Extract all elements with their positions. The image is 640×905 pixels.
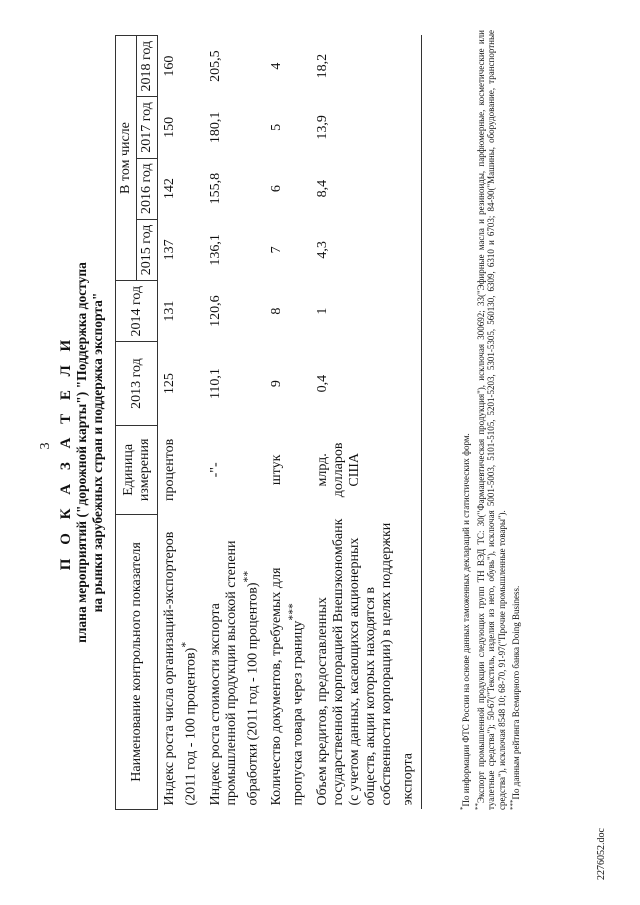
header-2014: 2014 год bbox=[116, 281, 158, 342]
value-2016: 155,8 bbox=[207, 172, 223, 205]
row-label: Объем кредитов, предоставленных государственной корпорацией Внешэкономбанк (с учетом данных, касающихся акционерных обществ, акции которых находятся в собственности корпорации) в целях поддержки экспорта bbox=[311, 514, 421, 809]
footnote-mark: * bbox=[179, 641, 192, 648]
table-row bbox=[311, 36, 421, 810]
footnote-2: **Экспорт промышленной продукции следующих групп ТН ВЭД ТС: 30("Фармацевтическая продукция"), исключая 300692; 33("Эфирные масла и резиноиды, парфюмерные, косметические или туалетные средства"); 50-67("Текстиль, изделия из него, обувь"), исключая 5001-5003, 5101-5105, 5201-5203, 5301-5305, 560130, 6309, 6310 и 6703; 84-90("Машины, оборудование, транспортные средства"), исключая 8548 10; 68-70, 91-97("Прочие промышленные товары"). bbox=[473, 30, 507, 810]
row-label: Количество документов, требуемых для пропуска товара через границу*** bbox=[269, 567, 306, 806]
header-indicator-name: Наименование контрольного показателя bbox=[116, 514, 158, 809]
value-2013: 110,1 bbox=[207, 368, 223, 400]
value-2016: 142 bbox=[162, 178, 177, 200]
value-2015: 4,3 bbox=[311, 219, 421, 280]
value-2014: 1 bbox=[311, 281, 421, 342]
value-2018: 4 bbox=[269, 62, 285, 70]
title-line-1: П О К А З А Т Е Л И bbox=[58, 334, 74, 571]
header-2017: 2017 год bbox=[137, 97, 158, 158]
value-2018: 18,2 bbox=[311, 36, 421, 97]
value-2017: 150 bbox=[162, 116, 177, 138]
value-2014: 131 bbox=[162, 300, 177, 322]
value-2015: 7 bbox=[269, 246, 285, 254]
value-2017: 5 bbox=[269, 123, 285, 131]
row-unit: штук bbox=[269, 454, 285, 486]
value-2014: 120,6 bbox=[207, 295, 223, 327]
value-2014: 8 bbox=[269, 307, 285, 315]
value-2013: 125 bbox=[162, 373, 177, 395]
footnotes bbox=[458, 30, 523, 810]
row-unit: процентов bbox=[162, 438, 177, 501]
footnote-3: ***По данным рейтинга Всемирного банка Doing Business. bbox=[509, 585, 521, 810]
header-2018: 2018 год bbox=[137, 36, 158, 97]
row-label: Индекс роста стоимости экспорта промышленной продукции высокой степени обработки (2011 год - 100 процентов)** bbox=[207, 540, 261, 806]
value-2018: 160 bbox=[162, 55, 177, 77]
document-title bbox=[58, 0, 106, 905]
header-2015: 2015 год bbox=[137, 219, 158, 280]
value-2015: 137 bbox=[162, 239, 177, 261]
value-2016: 6 bbox=[269, 185, 285, 193]
value-2018: 205,5 bbox=[207, 50, 223, 82]
value-2015: 136,1 bbox=[207, 234, 223, 266]
document-code: 2276052.doc bbox=[596, 828, 607, 880]
header-including: В том числе bbox=[116, 36, 137, 281]
page-number: 3 bbox=[38, 442, 53, 450]
title-line-2: плана мероприятий ("дорожной карты") "Поддержка доступа bbox=[74, 262, 89, 643]
header-unit: Единица измерения bbox=[116, 425, 158, 514]
footnote-mark: ** bbox=[240, 570, 254, 583]
table-row bbox=[158, 36, 204, 810]
value-2013: 0,4 bbox=[311, 342, 421, 426]
value-2013: 9 bbox=[269, 380, 285, 388]
footnote-mark: *** bbox=[286, 603, 300, 621]
footnote-1: *По информации ФТС России на основе данных таможенных деклараций и статистических форм. bbox=[459, 433, 471, 810]
row-unit: млрд. долларов США bbox=[311, 425, 421, 514]
header-2013: 2013 год bbox=[116, 342, 158, 426]
title-line-3: на рынки зарубежных стран и поддержка экспорта" bbox=[90, 292, 105, 613]
header-2016: 2016 год bbox=[137, 158, 158, 219]
row-unit: -"- bbox=[207, 462, 223, 478]
table-row bbox=[204, 36, 266, 810]
value-2017: 180,1 bbox=[207, 111, 223, 144]
value-2016: 8,4 bbox=[311, 158, 421, 219]
indicators-table bbox=[115, 35, 422, 810]
value-2017: 13,9 bbox=[311, 97, 421, 158]
table-row bbox=[265, 36, 311, 810]
row-label: Индекс роста числа организаций-экспортеров (2011 год - 100 процентов)* bbox=[162, 531, 199, 806]
